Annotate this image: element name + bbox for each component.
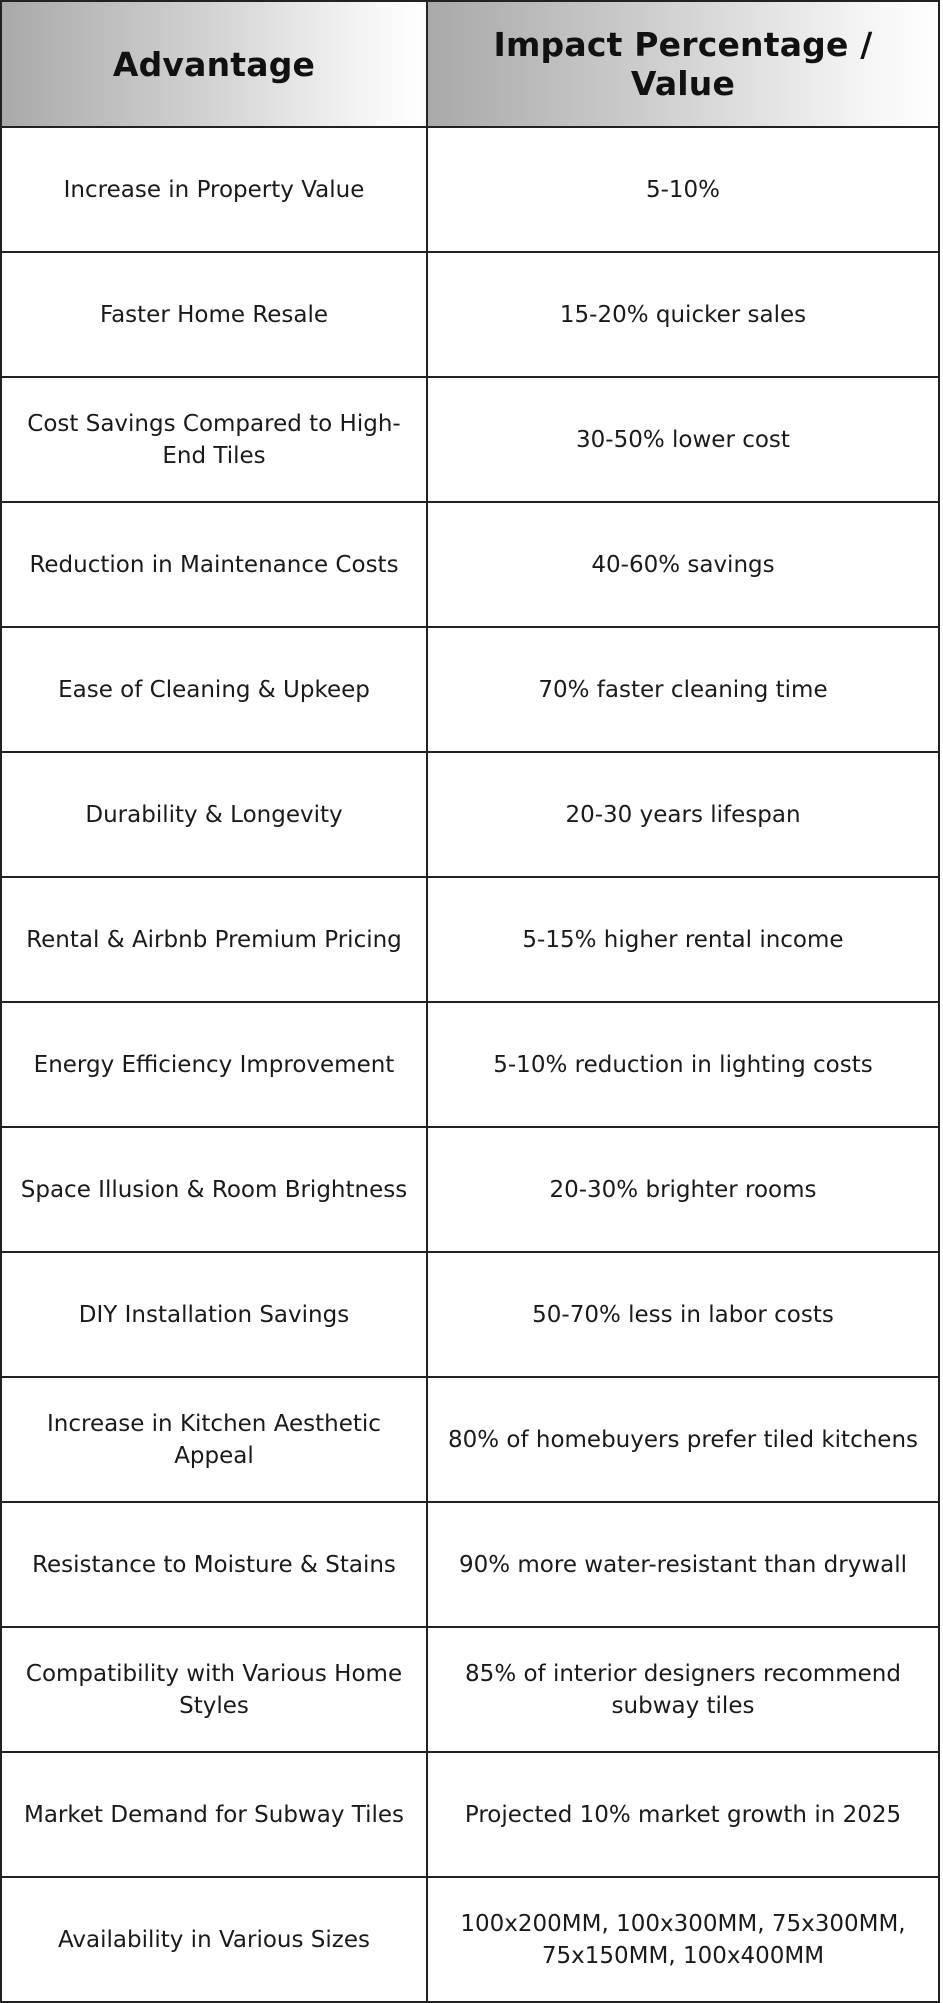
cell-advantage: Increase in Property Value [1, 127, 427, 252]
table-header [1, 1, 939, 127]
table-row [1, 502, 939, 627]
table-row [1, 1127, 939, 1252]
cell-advantage: Ease of Cleaning & Upkeep [1, 627, 427, 752]
cell-advantage: Compatibility with Various Home Styles [1, 1627, 427, 1752]
cell-advantage: Durability & Longevity [1, 752, 427, 877]
table-row [1, 377, 939, 502]
table-row [1, 752, 939, 877]
cell-impact: 80% of homebuyers prefer tiled kitchens [427, 1377, 939, 1502]
cell-advantage: Resistance to Moisture & Stains [1, 1502, 427, 1627]
table-row [1, 252, 939, 377]
header-row [1, 1, 939, 127]
cell-advantage: Cost Savings Compared to High-End Tiles [1, 377, 427, 502]
table-row [1, 627, 939, 752]
table-row [1, 1627, 939, 1752]
cell-impact: 5-10% [427, 127, 939, 252]
cell-impact: Projected 10% market growth in 2025 [427, 1752, 939, 1877]
cell-advantage: DIY Installation Savings [1, 1252, 427, 1377]
table-row [1, 127, 939, 252]
header-advantage: Advantage [1, 1, 427, 127]
header-impact: Impact Percentage / Value [427, 1, 939, 127]
table-row [1, 1502, 939, 1627]
cell-impact: 20-30% brighter rooms [427, 1127, 939, 1252]
cell-impact: 70% faster cleaning time [427, 627, 939, 752]
cell-impact: 90% more water-resistant than drywall [427, 1502, 939, 1627]
cell-advantage: Rental & Airbnb Premium Pricing [1, 877, 427, 1002]
cell-impact: 5-15% higher rental income [427, 877, 939, 1002]
cell-advantage: Faster Home Resale [1, 252, 427, 377]
table-row [1, 1377, 939, 1502]
table-row [1, 1252, 939, 1377]
cell-advantage: Energy Efficiency Improvement [1, 1002, 427, 1127]
table-row [1, 1877, 939, 2002]
cell-impact: 20-30 years lifespan [427, 752, 939, 877]
cell-impact: 50-70% less in labor costs [427, 1252, 939, 1377]
cell-advantage: Market Demand for Subway Tiles [1, 1752, 427, 1877]
table-row [1, 877, 939, 1002]
cell-advantage: Increase in Kitchen Aesthetic Appeal [1, 1377, 427, 1502]
cell-advantage: Space Illusion & Room Brightness [1, 1127, 427, 1252]
cell-impact: 30-50% lower cost [427, 377, 939, 502]
cell-impact: 100x200MM, 100x300MM, 75x300MM, 75x150MM, 100x400MM [427, 1877, 939, 2002]
cell-impact: 85% of interior designers recommend subway tiles [427, 1627, 939, 1752]
cell-impact: 5-10% reduction in lighting costs [427, 1002, 939, 1127]
cell-advantage: Availability in Various Sizes [1, 1877, 427, 2002]
cell-impact: 40-60% savings [427, 502, 939, 627]
cell-impact: 15-20% quicker sales [427, 252, 939, 377]
table-row [1, 1002, 939, 1127]
cell-advantage: Reduction in Maintenance Costs [1, 502, 427, 627]
table-row [1, 1752, 939, 1877]
table-body [1, 127, 939, 2002]
